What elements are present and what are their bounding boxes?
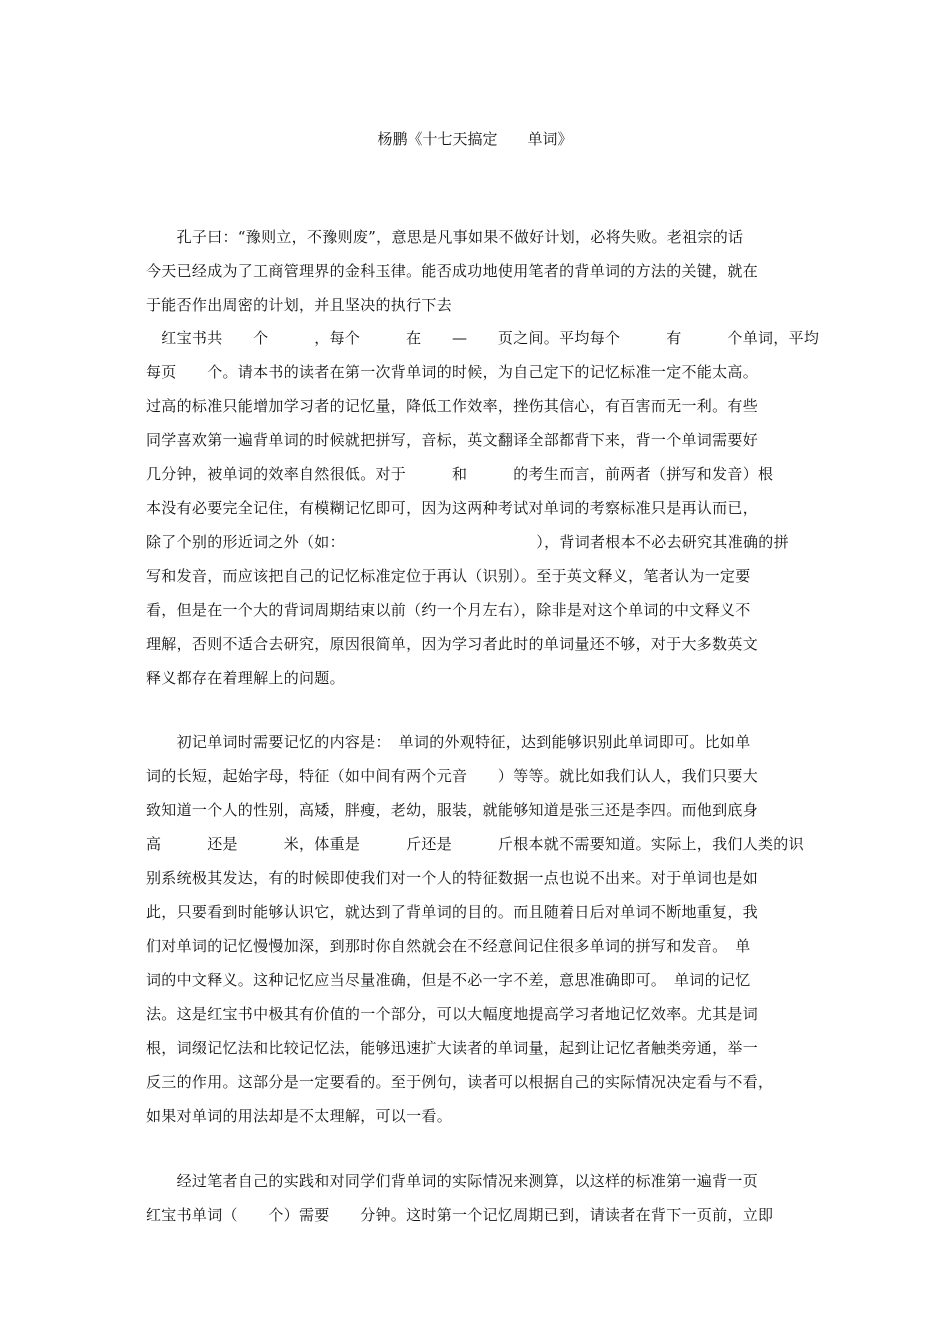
paragraph-line: 如果对单词的用法却是不太理解，可以一看。 [146,1107,453,1125]
paragraph-line: 词的中文释义。这种记忆应当尽量准确，但是不必一字不差，意思准确即可。 单词的记忆 [146,971,751,989]
paragraph-line: 根，词缀记忆法和比较记忆法，能够迅速扩大读者的单词量，起到让记忆者触类旁通，举一 [146,1039,759,1057]
paragraph-line: 写和发音，而应该把自己的记忆标准定位于再认（识别）。至于英文释义，笔者认为一定要 [146,567,751,585]
paragraph-line: 孔子曰：“豫则立，不豫则废”，意思是凡事如果不做好计划，必将失败。老祖宗的话 [146,228,744,246]
paragraph-line: 法。这是红宝书中极其有价值的一个部分，可以大幅度地提高学习者地记忆效率。尤其是词 [146,1005,759,1023]
paragraph-line: 看，但是在一个大的背词周期结束以前（约一个月左右），除非是对这个单词的中文释义不 [146,601,751,619]
paragraph-line: 于能否作出周密的计划，并且坚决的执行下去 [146,296,453,314]
paragraph-line: 初记单词时需要记忆的内容是： 单词的外观特征，达到能够识别此单词即可。比如单 [146,733,751,751]
paragraph-line: 经过笔者自己的实践和对同学们背单词的实际情况来测算，以这样的标准第一遍背一页 [146,1172,759,1190]
paragraph-line: 词的长短，起始字母，特征（如中间有两个元音 ）等等。就比如我们认人，我们只要大 [146,767,759,785]
document-title: 杨鹏《十七天搞定 单词》 [377,130,573,148]
paragraph-line: 同学喜欢第一遍背单词的时候就把拼写，音标，英文翻译全部都背下来，背一个单词需要好 [146,431,759,449]
paragraph-line: 理解，否则不适合去研究，原因很简单，因为学习者此时的单词量还不够，对于大多数英文 [146,635,759,653]
paragraph-line: 此，只要看到时能够认识它，就达到了背单词的目的。而且随着日后对单词不断地重复，我 [146,903,759,921]
paragraph-line: 过高的标准只能增加学习者的记忆量，降低工作效率，挫伤其信心，有百害而无一利。有些 [146,397,759,415]
paragraph-line: 本没有必要完全记住，有模糊记忆即可，因为这两种考试对单词的考察标准只是再认而已， [146,499,759,517]
paragraph-line: 红宝书单词（ 个）需要 分钟。这时第一个记忆周期已到，请读者在背下一页前，立即 [146,1206,774,1224]
paragraph-line: 反三的作用。这部分是一定要看的。至于例句，读者可以根据自己的实际情况决定看与不看， [146,1073,774,1091]
paragraph-line: 几分钟，被单词的效率自然很低。对于 和 的考生而言，前两者（拼写和发音）根 [146,465,774,483]
paragraph-line: 除了个别的形近词之外（如： ），背词者根本不必去研究其准确的拼 [146,533,789,551]
paragraph-line: 每页 个。请本书的读者在第一次背单词的时候，为自己定下的记忆标准一定不能太高。 [146,363,759,381]
paragraph-line: 红宝书共 个 ，每个 在 — 页之间。平均每个 有 个单词，平均 [146,329,820,347]
paragraph-line: 高 还是 米，体重是 斤还是 斤根本就不需要知道。实际上，我们人类的识 [146,835,804,853]
paragraph-line: 致知道一个人的性别，高矮，胖瘦，老幼，服装，就能够知道是张三还是李四。而他到底身 [146,801,759,819]
paragraph-line: 们对单词的记忆慢慢加深，到那时你自然就会在不经意间记住很多单词的拼写和发音。 单 [146,937,751,955]
paragraph-line: 释义都存在着理解上的问题。 [146,669,345,687]
paragraph-line: 今天已经成为了工商管理界的金科玉律。能否成功地使用笔者的背单词的方法的关键，就在 [146,262,759,280]
paragraph-line: 别系统极其发达，有的时候即使我们对一个人的特征数据一点也说不出来。对于单词也是如 [146,869,759,887]
